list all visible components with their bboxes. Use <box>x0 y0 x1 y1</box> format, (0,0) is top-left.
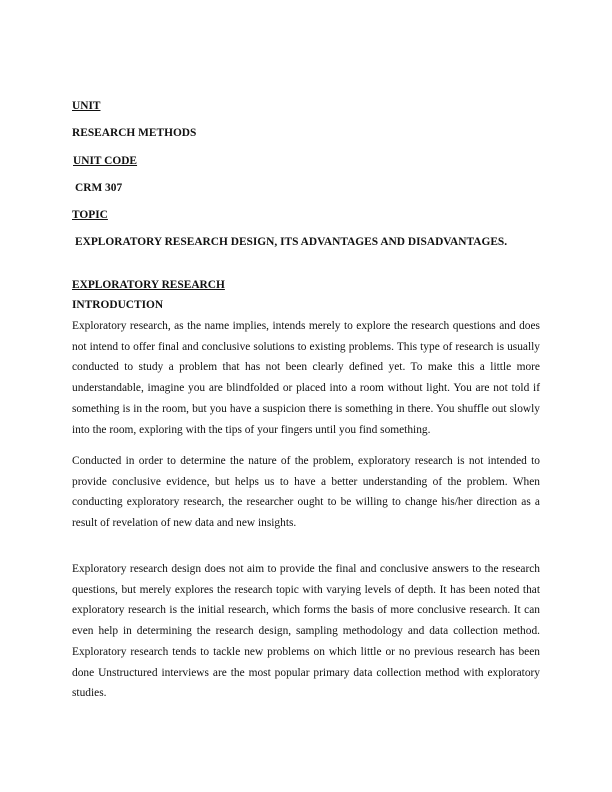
section-subtitle: INTRODUCTION <box>72 299 164 311</box>
paragraph: Exploratory research, as the name implies, intends merely to explore the research questions and does not intend to offer final and conclusive solutions to existing problems. This type of research is usually conducted to study a problem that has not been clearly defined yet. To make this a little more understandable, imagine you are blindfolded or placed into a room without light. You are not told if something is in the room, but you have a suspicion there is something in there. You shuffle out slowly into the room, exploring with the tips of your fingers until you find something. <box>72 320 540 436</box>
unit-label: UNIT <box>72 100 101 112</box>
topic-label: TOPIC <box>72 209 108 221</box>
paragraph: Conducted in order to determine the nature of the problem, exploratory research is not intended to provide conclusive evidence, but helps us to have a better understanding of the problem. When conducting exploratory research, the researcher ought to be willing to change his/her direction as a result of revelation of new data and new insights. <box>72 455 540 530</box>
unit-code-label-text: UNIT CODE <box>73 155 138 167</box>
topic-value: EXPLORATORY RESEARCH DESIGN, ITS ADVANTAGES AND DISADVANTAGES. <box>75 236 508 248</box>
section-title: EXPLORATORY RESEARCH <box>72 279 225 291</box>
unit-value: RESEARCH METHODS <box>72 127 197 139</box>
paragraph: Exploratory research design does not aim to provide the final and conclusive answers to the research questions, but merely explores the research topic with varying levels of depth. It has been noted that exploratory research is the initial research, which forms the basis of more conclusive research. It can even help in determining the research design, sampling methodology and data collection method. Exploratory research tends to tackle new problems on which little or no previous research has been done Unstructured interviews are the most popular primary data collection method with exploratory studies. <box>72 563 540 700</box>
unit-code-value: CRM 307 <box>75 182 123 194</box>
unit-code-label <box>73 155 541 167</box>
